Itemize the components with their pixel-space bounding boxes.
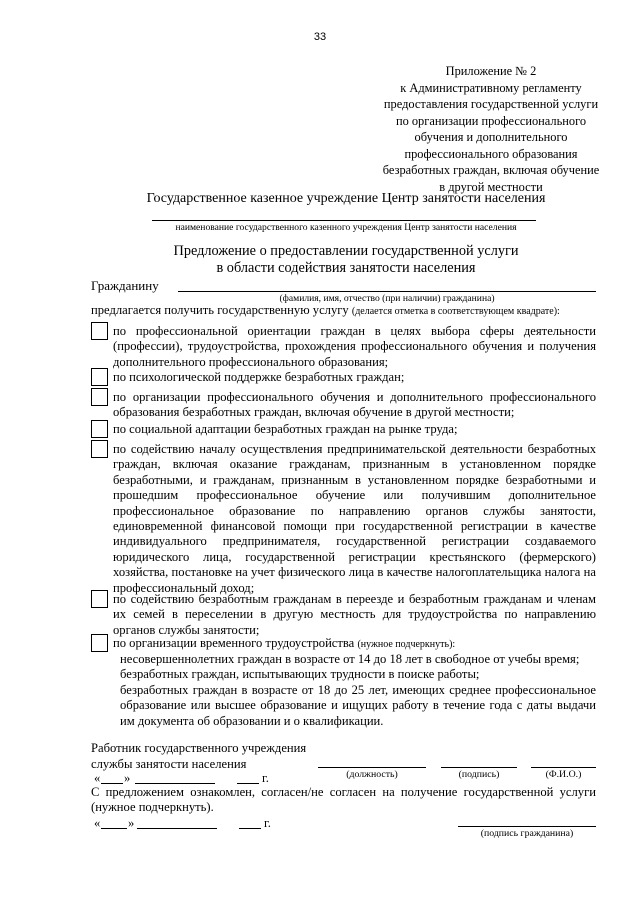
organization-caption: наименование государственного казенного учреждения Центр занятости населения bbox=[175, 222, 517, 233]
citizen-caption: (фамилия, имя, отчество (при наличии) гражданина) bbox=[279, 293, 495, 304]
worker-fio-field[interactable] bbox=[531, 767, 596, 768]
citizen-date-month-field[interactable] bbox=[137, 828, 217, 829]
worker-date-month-field[interactable] bbox=[135, 783, 215, 784]
option-young-graduates[interactable]: безработных граждан в возрасте от 18 до 25 лет, имеющих среднее профессиональное образование или высшее образование и ищущих работу в течение года с даты выдачи им документа об образовании и о квалификации. bbox=[120, 682, 596, 728]
appendix-line: профессионального образования bbox=[404, 146, 578, 161]
citizen-date-year-field[interactable] bbox=[239, 828, 261, 829]
checkbox-psychological-support[interactable] bbox=[91, 368, 108, 386]
worker-title-line-1: Работник государственного учреждения bbox=[91, 741, 307, 755]
caption-signature: (подпись) bbox=[458, 769, 500, 780]
checkbox-relocation[interactable] bbox=[91, 590, 108, 608]
worker-title-line-2: службы занятости населения bbox=[91, 757, 247, 771]
option-job-search-difficulties[interactable]: безработных граждан, испытывающих трудности в поиске работы; bbox=[120, 667, 480, 682]
appendix-line: Приложение № 2 bbox=[445, 64, 537, 78]
item-vocational-guidance: по профессиональной ориентации граждан в целях выбора сферы деятельности (профессии), трудоустройства, прохождения профессионального обучения и получения дополнительного профессионального образования; bbox=[113, 324, 596, 369]
document-title bbox=[96, 243, 596, 277]
title-line-1: Предложение о предоставлении государственной услуги bbox=[173, 243, 519, 259]
acknowledgement-text: С предложением ознакомлен, согласен/не согласен на получение государственной услуги (нужное подчеркнуть). bbox=[91, 785, 596, 815]
item-social-adaptation: по социальной адаптации безработных граждан на рынке труда; bbox=[113, 422, 458, 436]
checkbox-professional-training[interactable] bbox=[91, 388, 108, 406]
offer-main: предлагается получить государственную услугу bbox=[91, 303, 349, 317]
appendix-line: предоставления государственной услуги bbox=[383, 97, 599, 111]
worker-year-suffix: г. bbox=[262, 771, 269, 785]
page-number: 33 bbox=[313, 31, 327, 43]
item-psychological-support: по психологической поддержке безработных граждан; bbox=[113, 370, 405, 384]
worker-position-field[interactable] bbox=[318, 767, 426, 768]
temporary-employment-note: (нужное подчеркнуть): bbox=[357, 639, 456, 650]
offer-text bbox=[91, 303, 560, 318]
appendix-line: безработных граждан, включая обучение bbox=[382, 163, 600, 177]
checkbox-social-adaptation[interactable] bbox=[91, 420, 108, 438]
checkbox-entrepreneurship[interactable] bbox=[91, 440, 108, 458]
citizen-year-suffix: г. bbox=[264, 816, 271, 830]
appendix-header bbox=[360, 63, 622, 195]
citizen-date-day-field[interactable] bbox=[101, 828, 127, 829]
item-temporary-employment bbox=[113, 636, 596, 652]
worker-date-open-quote: « bbox=[94, 771, 101, 785]
citizen-name-field[interactable] bbox=[178, 291, 596, 292]
item-entrepreneurship: по содействию началу осуществления предпринимательской деятельности безработных граждан, включая оказание гражданам, признанным в установленном порядке безработными, и гражданам, признанным в установленном порядке безработными и прошедшим профессиональное обучение или получившим дополнительное профессиональное образование по направлению органов службы занятости, единовременной финансовой помощи при государственной регистрации в качестве индивидуального предпринимателя, государственной регистрации создаваемого юридического лица, государственной регистрации крестьянского (фермерского) хозяйства, постановке на учет физического лица в качестве налогоплательщика налога на профессиональный доход; bbox=[113, 442, 596, 595]
offer-note: (делается отметка в соответствующем квадрате): bbox=[351, 306, 560, 317]
worker-date-day-field[interactable] bbox=[101, 783, 123, 784]
citizen-signature-field[interactable] bbox=[458, 826, 596, 827]
organization-name: Государственное казенное учреждение Центр занятости населения bbox=[146, 191, 546, 206]
appendix-line: обучения и дополнительного bbox=[414, 130, 568, 144]
appendix-line: в другой местности bbox=[439, 179, 543, 194]
title-line-2: в области содействия занятости населения bbox=[216, 260, 476, 276]
worker-date-close-quote: » bbox=[124, 771, 131, 785]
caption-position: (должность) bbox=[346, 769, 398, 780]
checkbox-temporary-employment[interactable] bbox=[91, 634, 108, 652]
temporary-employment-options bbox=[120, 652, 596, 729]
caption-fio: (Ф.И.О.) bbox=[545, 769, 582, 780]
organization-underline bbox=[152, 220, 536, 221]
citizen-date-close-quote: » bbox=[128, 816, 135, 830]
appendix-line: по организации профессионального bbox=[395, 113, 587, 128]
appendix-line: к Административному регламенту bbox=[400, 80, 582, 95]
worker-signature-field[interactable] bbox=[441, 767, 517, 768]
worker-date-year-field[interactable] bbox=[237, 783, 259, 784]
citizen-date-open-quote: « bbox=[94, 816, 101, 830]
item-professional-training: по организации профессионального обучения и дополнительного профессионального образования безработных граждан, включая обучение в другой местности; bbox=[113, 390, 596, 420]
temporary-employment-label: по организации временного трудоустройства bbox=[113, 636, 355, 650]
item-relocation: по содействию безработным гражданам в переезде и безработным гражданам и членам их семей в переселении в другую местность для трудоустройства по направлению органов службы занятости; bbox=[113, 592, 596, 637]
option-minors[interactable]: несовершеннолетних граждан в возрасте от 14 до 18 лет в свободное от учебы время; bbox=[120, 652, 580, 666]
caption-citizen-signature: (подпись гражданина) bbox=[480, 828, 574, 839]
checkbox-vocational-guidance[interactable] bbox=[91, 322, 108, 340]
citizen-label: Гражданину bbox=[91, 278, 159, 293]
